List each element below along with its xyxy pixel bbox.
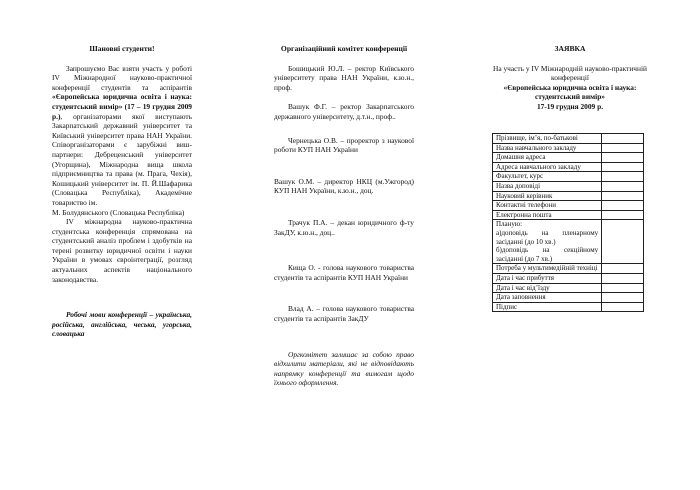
co-organizer-text: М. Болудянського (Словацька Республіка) bbox=[52, 207, 185, 217]
plans-option-section: б)доповідь на секційному засіданні (до 7 хв.) bbox=[496, 246, 599, 263]
form-label: Потреба у мультимедійній техніці bbox=[493, 264, 602, 274]
conference-title: «Європейська юридична освіта і наука: студентський вимір» bbox=[52, 92, 192, 111]
application-dates: 17-19 грудня 2009 р. bbox=[536, 101, 604, 111]
left-panel bbox=[52, 44, 192, 339]
committee-member: Вашук О.М. – директор НКЦ (м.Ужгород) КУП НАН України, к.ю.н., доц. bbox=[274, 176, 414, 196]
form-label: Назва навчального закладу bbox=[493, 143, 602, 153]
form-label: Адреса навчального закладу bbox=[493, 162, 602, 172]
committee-member: Чернецька О.В. – проректор з наукової роботи КУП НАН України bbox=[274, 135, 414, 155]
form-row bbox=[493, 220, 644, 264]
form-label: Дата і час від’їзду bbox=[493, 283, 602, 293]
form-row bbox=[493, 302, 644, 312]
invitation-text: Запрошуємо Вас взяти участь у роботі IV Міжнародної науково-практичної конференції студентів та аспірантів bbox=[52, 63, 192, 92]
form-row bbox=[493, 273, 644, 283]
invitation-paragraph bbox=[52, 64, 192, 208]
form-field-institution-address[interactable] bbox=[602, 162, 644, 172]
committee-note: Оргкомітет залишає за собою право відхилити матеріали, які не відповідають напрямку конференції та вимогам щодо їхнього оформлення. bbox=[274, 349, 414, 388]
form-label: Електронна пошта bbox=[493, 210, 602, 220]
form-field-plans[interactable] bbox=[602, 220, 644, 264]
organizers-text: , організаторами якої виступають Закарпатський державний університет та Київський університет права НАН України. Співорганізаторами є зарубіжні виш-партнери: Дебреценський університет (Угорщина), Міжнародна вища школа підприємництва та права (м. Прага, Чехія), Кошицький університет ім. П. Й.Шафарика (Словацька Республіка), Академічне товариство ім. bbox=[52, 111, 192, 207]
form-label: Науковий керівник bbox=[493, 191, 602, 201]
form-label: Контактні телефони bbox=[493, 201, 602, 211]
plans-option-plenary: а)доповідь на пленарному засіданні (до 10 хв.) bbox=[496, 228, 599, 246]
right-panel bbox=[490, 44, 650, 112]
form-row bbox=[493, 134, 644, 144]
form-field-home-address[interactable] bbox=[602, 153, 644, 163]
form-field-signature[interactable] bbox=[602, 302, 644, 312]
form-row bbox=[493, 172, 644, 182]
form-label: Прізвище, ім’я, по-батькові bbox=[493, 134, 602, 144]
form-row bbox=[493, 191, 644, 201]
form-label: Дата і час прибуття bbox=[493, 273, 602, 283]
form-row bbox=[493, 162, 644, 172]
middle-panel bbox=[274, 44, 414, 388]
form-field-supervisor[interactable] bbox=[602, 191, 644, 201]
form-row bbox=[493, 283, 644, 293]
plans-label: Планую: bbox=[496, 220, 523, 229]
form-row bbox=[493, 293, 644, 303]
application-heading: ЗАЯВКА bbox=[554, 44, 586, 53]
form-field-full-name[interactable] bbox=[602, 134, 644, 144]
form-field-faculty[interactable] bbox=[602, 172, 644, 182]
form-field-email[interactable] bbox=[602, 210, 644, 220]
form-label: Домашня адреса bbox=[493, 153, 602, 163]
application-intro: На участь у IV Міжнародній науково-практичній конференції bbox=[492, 63, 647, 83]
form-label: Дата заповнення bbox=[493, 293, 602, 303]
form-field-departure[interactable] bbox=[602, 283, 644, 293]
form-label-plans bbox=[493, 220, 602, 264]
form-row bbox=[493, 181, 644, 191]
form-label: Факультет, курс bbox=[493, 172, 602, 182]
committee-member: Трачук П.А. – декан юридичного ф-ту ЗакДУ, к.ю.н., доц.. bbox=[274, 217, 414, 237]
conference-dates: (17 – 19 грудня 2009 р.) bbox=[52, 101, 192, 121]
form-row bbox=[493, 143, 644, 153]
application-conference-title: «Європейська юридична освіта і наука: студентський вимір» bbox=[503, 82, 637, 102]
form-row bbox=[493, 153, 644, 163]
committee-member: Бошицький Ю.Л. – ректор Київського університету права НАН України, к.ю.н., проф. bbox=[274, 63, 414, 92]
application-form-table bbox=[492, 133, 644, 312]
form-field-phones[interactable] bbox=[602, 201, 644, 211]
committee-member: Кища О. - голова наукового товариства студентів та аспірантів КУП НАН України bbox=[274, 263, 414, 282]
form-field-institution[interactable] bbox=[602, 143, 644, 153]
purpose-paragraph: IV міжнародна науково-практична студентська конференція спрямована на студентський аналіз проблем і здобутків на терені розвитку юридичної освіти і науки України в умовах євроінтеграції, розгляд актуальних аспектів національного законодавства. bbox=[52, 217, 192, 284]
form-label: Назва доповіді bbox=[493, 181, 602, 191]
committee-member: Вашук Ф.Г. – ректор Закарпатського державного університету, д.т.н., проф.. bbox=[274, 102, 414, 121]
form-field-fill-date[interactable] bbox=[602, 293, 644, 303]
committee-member: Влад А. – голова наукового товариства студентів та аспірантів ЗакДУ bbox=[274, 304, 414, 323]
form-row bbox=[493, 264, 644, 274]
greeting-heading: Шановні студенти! bbox=[89, 44, 155, 53]
form-field-report-title[interactable] bbox=[602, 181, 644, 191]
working-languages: Робочі мови конференції – українська, російська, англійська, чеська, угорська, словацька bbox=[52, 310, 192, 339]
form-field-arrival[interactable] bbox=[602, 273, 644, 283]
form-label: Підпис bbox=[493, 302, 602, 312]
form-field-multimedia[interactable] bbox=[602, 264, 644, 274]
form-row bbox=[493, 210, 644, 220]
committee-heading: Організаційний комітет конференції bbox=[280, 44, 408, 53]
form-row bbox=[493, 201, 644, 211]
